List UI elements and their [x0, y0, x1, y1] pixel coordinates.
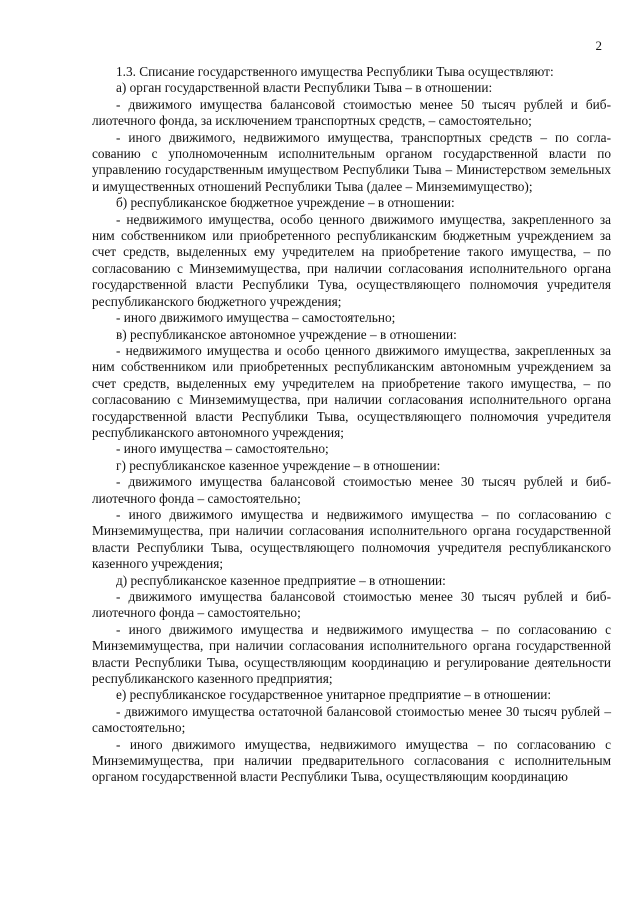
paragraph-g-item-1: - движимого имущества балансовой стоимостью менее 30 тысяч рублей и библиотечного фонда – самостоятельно; — [92, 474, 611, 506]
paragraph-d-item-1: - движимого имущества балансовой стоимостью менее 30 тысяч рублей и библиотечного фонда – самостоятельно; — [92, 589, 611, 621]
paragraph-g-heading: г) республиканское казенное учреждение – в отношении: — [116, 457, 441, 473]
paragraph-e-heading: е) республиканское государственное унитарное предприятие – в отношении: — [116, 687, 552, 703]
paragraph-d-item-2: - иного движимого имущества и недвижимого имущества – по согласованию с Минземимущества, при наличии согласования исполнительного органа государственной власти Республики Тыва, осуществляющим координацию и регулирование деятельности республиканского казенного предприятия; — [92, 621, 611, 687]
paragraph-v-heading: в) республиканское автономное учреждение – в отношении: — [116, 326, 457, 342]
paragraph-b-item-1: - недвижимого имущества, особо ценного движимого имущества, закрепленного за ним собственником или приобретенного республиканским бюджетным учреждением за счет средств, выделенных ему учредителем на приобретение такого имущества, – по согласованию с Минземимущества, при наличии согласования исполнительного органа государственной власти Республики Тува, осуществляющего полномочия учредителя республиканского бюджетного учреждения; — [92, 211, 611, 309]
paragraph-v-item-1: - недвижимого имущества и особо ценного движимого имущества, закрепленных за ним собственником или приобретенных республиканским автономным учреждением за счет средств, выделенных ему учредителем на приобретение такого имущества, – по согласованию с Минземимущества, при наличии согласования исполнительного органа государственной власти Республики Тыва, осуществляющего полномочия учредителя республиканского автономного учреждения; — [92, 342, 611, 440]
paragraph-d-heading: д) республиканское казенное предприятие – в отношении: — [116, 572, 446, 588]
paragraph-a-item-2: - иного движимого, недвижимого имущества, транспортных средств – по согласованию с уполномоченным исполнительным органом государственной власти по управлению государственным имуществом Республики Тыва – Министерством земельных и имущественных отношений Республики Тыва (далее – Минземимущество); — [92, 129, 611, 194]
paragraph-b-heading: б) республиканское бюджетное учреждение – в отношении: — [116, 195, 455, 211]
paragraph-a-item-1: - движимого имущества балансовой стоимостью менее 50 тысяч рублей и библиотечного фонда, за исключением транспортных средств, – самостоятельно; — [92, 96, 611, 129]
paragraph-v-item-2: - иного имущества – самостоятельно; — [116, 441, 329, 457]
paragraph-e-item-2: - иного движимого имущества, недвижимого имущества – по согласованию с Минземимущества, при наличии предварительного согласования с исполнительным органом государственной власти Республики Тыва, осуществляющим координацию — [92, 736, 611, 785]
paragraph-b-item-2: - иного движимого имущества – самостоятельно; — [116, 310, 396, 326]
paragraph-a-heading: а) орган государственной власти Республики Тыва – в отношении: — [116, 80, 493, 96]
document-body — [92, 64, 611, 786]
paragraph-1-3-heading: 1.3. Списание государственного имущества Республики Тыва осуществляют: — [116, 64, 554, 79]
paragraph-g-item-2: - иного движимого имущества и недвижимого имущества – по согласованию с Минземимущества, при наличии согласования исполнительного органа государственной власти Республики Тыва, осуществляющего полномочия учредителя республиканского казенного учреждения; — [92, 506, 611, 572]
page-number: 2 — [595, 38, 602, 53]
paragraph-e-item-1: - движимого имущества остаточной балансовой стоимостью менее 30 тысяч рублей – самостоятельно; — [92, 703, 611, 736]
